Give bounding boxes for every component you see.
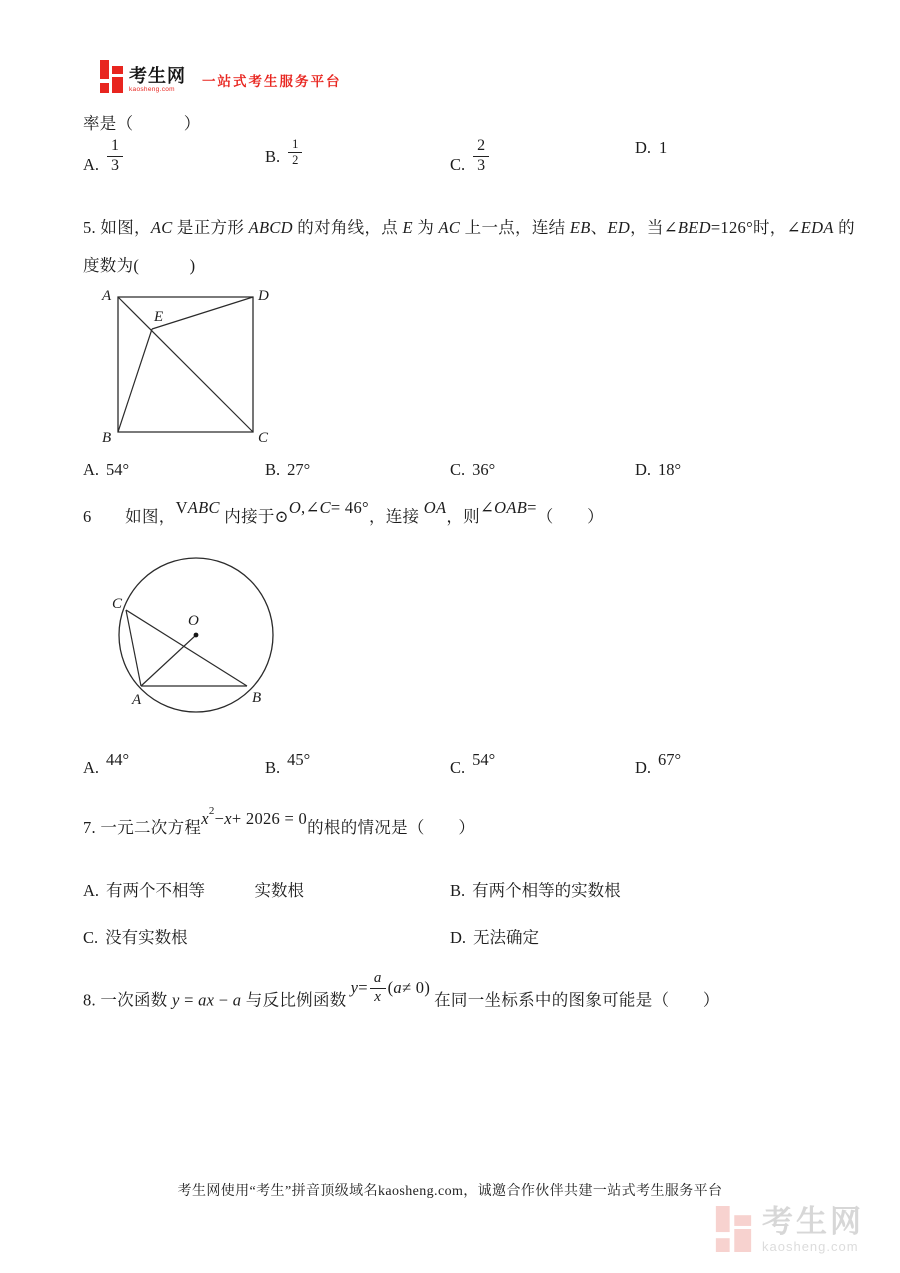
watermark-brand: 考生网 bbox=[762, 1204, 864, 1239]
option-letter: B. bbox=[265, 147, 281, 167]
fraction-a-over-x: $\frac{a}{x}$ bbox=[370, 971, 386, 1006]
vertex-label-d: D bbox=[258, 288, 269, 304]
q4-option-d bbox=[635, 138, 667, 158]
brand-name: 考生网 bbox=[129, 65, 186, 86]
q6-stem: 6 如图，VABC 内接于⊙O,∠C= 46°，连接 OA，则∠OAB=（ ） bbox=[83, 498, 604, 526]
q6-option-d: D. 67° bbox=[635, 750, 682, 777]
q8-stem bbox=[83, 970, 720, 1018]
option-letter: D. bbox=[635, 138, 652, 157]
watermark-logo bbox=[714, 1206, 864, 1253]
q6-option-c: C. 54° bbox=[450, 750, 496, 777]
fraction-one-half: $\frac{1}{2}$ bbox=[288, 138, 302, 167]
q7-stem: 7. 一元二次方程x2−x+ 2026 = 0的根的情况是（ ） bbox=[83, 805, 476, 837]
q8-stem-part3: 在同一坐标系中的图象可能是（ ） bbox=[434, 990, 720, 1010]
question4-stem-fragment: 率是（ ） bbox=[83, 114, 201, 133]
option-letter: A. bbox=[83, 154, 100, 174]
q7-option-a: A. 有两个不相等 实数根 bbox=[83, 881, 305, 900]
q6-option-a: A. 44° bbox=[83, 750, 130, 777]
q6-circle-figure bbox=[110, 552, 295, 724]
center-label-o: O bbox=[188, 613, 199, 629]
point-label-a: A bbox=[132, 692, 142, 708]
q5-stem-line1: 5. 如图，AC 是正方形 ABCD 的对角线，点 E 为 AC 上一点，连结 EB、ED，当∠BED=126°时，∠EDA 的 bbox=[83, 218, 855, 237]
watermark-text-block bbox=[762, 1206, 864, 1253]
fraction-two-thirds: $\frac{2}{3}$ bbox=[473, 138, 489, 175]
q7-option-b: B. 有两个相等的实数根 bbox=[450, 881, 621, 900]
q8-inverse-function-formula: y = $\frac{a}{x}$ ( a ≠ 0) bbox=[350, 970, 431, 1005]
brand-domain: kaosheng.com bbox=[129, 85, 175, 93]
vertex-label-b: B bbox=[102, 430, 112, 446]
vertex-label-a: A bbox=[102, 288, 112, 304]
q5-option-b: B. 27° bbox=[265, 460, 311, 479]
point-label-c: C bbox=[112, 596, 123, 612]
q4-option-c bbox=[450, 138, 489, 175]
watermark-logo-icon bbox=[714, 1206, 753, 1252]
q4-option-b bbox=[265, 138, 302, 167]
option-letter: C. bbox=[450, 154, 466, 174]
q4-option-a bbox=[83, 138, 123, 175]
vertex-label-c: C bbox=[258, 430, 269, 446]
footer-slogan: 考生网使用“考生”拼音顶级域名kaosheng.com，诚邀合作伙伴共建一站式考生服务平台 bbox=[177, 1184, 723, 1199]
q5-option-a: A. 54° bbox=[83, 460, 130, 479]
point-label-e: E bbox=[154, 309, 164, 325]
q5-option-d: D. 18° bbox=[635, 460, 682, 479]
q7-option-c: C. 没有实数根 bbox=[83, 928, 188, 947]
kaosheng-logo-icon bbox=[100, 60, 123, 93]
q6-option-b: B. 45° bbox=[265, 750, 311, 777]
brand-text-block bbox=[129, 67, 186, 94]
point-label-b: B bbox=[252, 690, 262, 706]
q5-stem-line2: 度数为( ) bbox=[83, 256, 196, 275]
watermark-domain: kaosheng.com bbox=[762, 1239, 859, 1254]
q5-option-c: C. 36° bbox=[450, 460, 496, 479]
fraction-one-third: $\frac{1}{3}$ bbox=[107, 138, 123, 175]
option-value: 1 bbox=[659, 138, 668, 157]
q7-option-d: D. 无法确定 bbox=[450, 928, 540, 947]
q5-square-figure bbox=[100, 284, 275, 448]
header-logo bbox=[100, 60, 342, 93]
brand-tagline: 一站式考生服务平台 bbox=[202, 74, 342, 89]
q8-stem-part1: 8. 一次函数 y = ax − a 与反比例函数 bbox=[83, 990, 347, 1010]
